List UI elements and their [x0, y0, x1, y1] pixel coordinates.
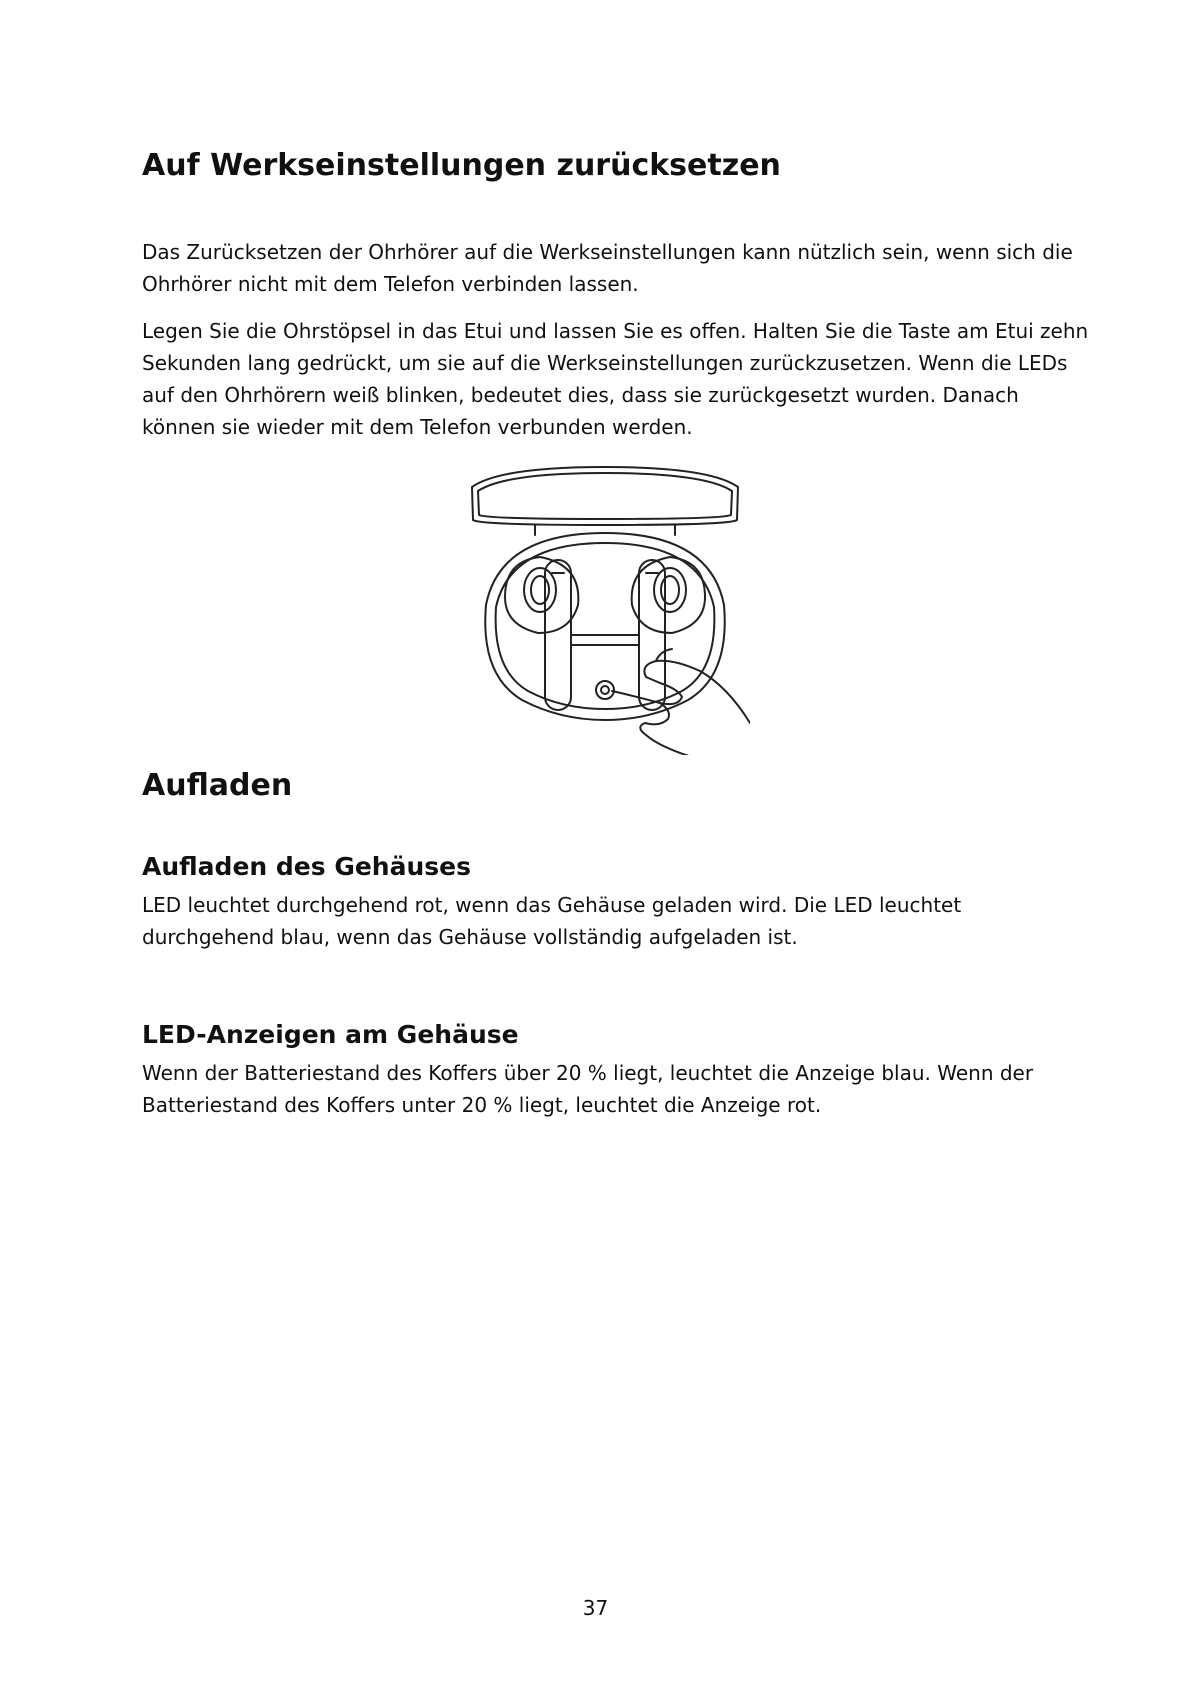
paragraph-led-indicators: [142, 1057, 1072, 1121]
page-number: 37: [582, 1596, 609, 1620]
text-line: Das Zurücksetzen der Ohrhörer auf die Werkseinstellungen kann nützlich sein, wenn sich die: [142, 240, 1073, 264]
right-earbud-stem: [639, 560, 665, 710]
text-line: Wenn der Batteriestand des Koffers über 20 % liegt, leuchtet die Anzeige blau. Wenn der: [142, 1061, 1034, 1085]
left-earbud-tip-inner: [531, 576, 549, 604]
earbuds-case-reset-illustration: [460, 465, 750, 755]
text-line: können sie wieder mit dem Telefon verbunden werden.: [142, 415, 693, 439]
right-earbud-tip: [654, 568, 686, 612]
case-body-inner: [496, 543, 715, 709]
left-earbud-tip: [524, 568, 556, 612]
text-line: Sekunden lang gedrückt, um sie auf die Werkseinstellungen zurückzusetzen. Wenn die LEDs: [142, 351, 1068, 375]
paragraph-reset-intro: [142, 236, 1072, 300]
text-line: durchgehend blau, wenn das Gehäuse vollständig aufgeladen ist.: [142, 925, 798, 949]
text-line: Ohrhörer nicht mit dem Telefon verbinden lassen.: [142, 272, 639, 296]
heading-charging: Aufladen: [142, 768, 293, 803]
text-line: LED leuchtet durchgehend rot, wenn das Gehäuse geladen wird. Die LED leuchtet: [142, 893, 962, 917]
reset-button-center: [601, 686, 609, 694]
case-lid-inner: [478, 473, 732, 519]
case-lid: [472, 467, 738, 525]
earbud-bridge: [571, 635, 639, 645]
paragraph-case-charging: [142, 889, 1072, 953]
reset-button: [596, 681, 614, 699]
paragraph-reset-steps: [142, 315, 1089, 443]
right-earbud-tip-inner: [661, 576, 679, 604]
text-line: auf den Ohrhörern weiß blinken, bedeutet dies, dass sie zurückgesetzt wurden. Danach: [142, 383, 1019, 407]
hand-finger: [640, 703, 692, 755]
text-line: Batteriestand des Koffers unter 20 % liegt, leuchtet die Anzeige rot.: [142, 1093, 822, 1117]
left-earbud-stem: [545, 560, 571, 710]
heading-led-indicators: LED-Anzeigen am Gehäuse: [142, 1020, 519, 1049]
heading-case-charging: Aufladen des Gehäuses: [142, 852, 471, 881]
heading-factory-reset: Auf Werkseinstellungen zurücksetzen: [142, 148, 781, 183]
text-line: Legen Sie die Ohrstöpsel in das Etui und lassen Sie es offen. Halten Sie die Taste am Etui zehn: [142, 319, 1089, 343]
